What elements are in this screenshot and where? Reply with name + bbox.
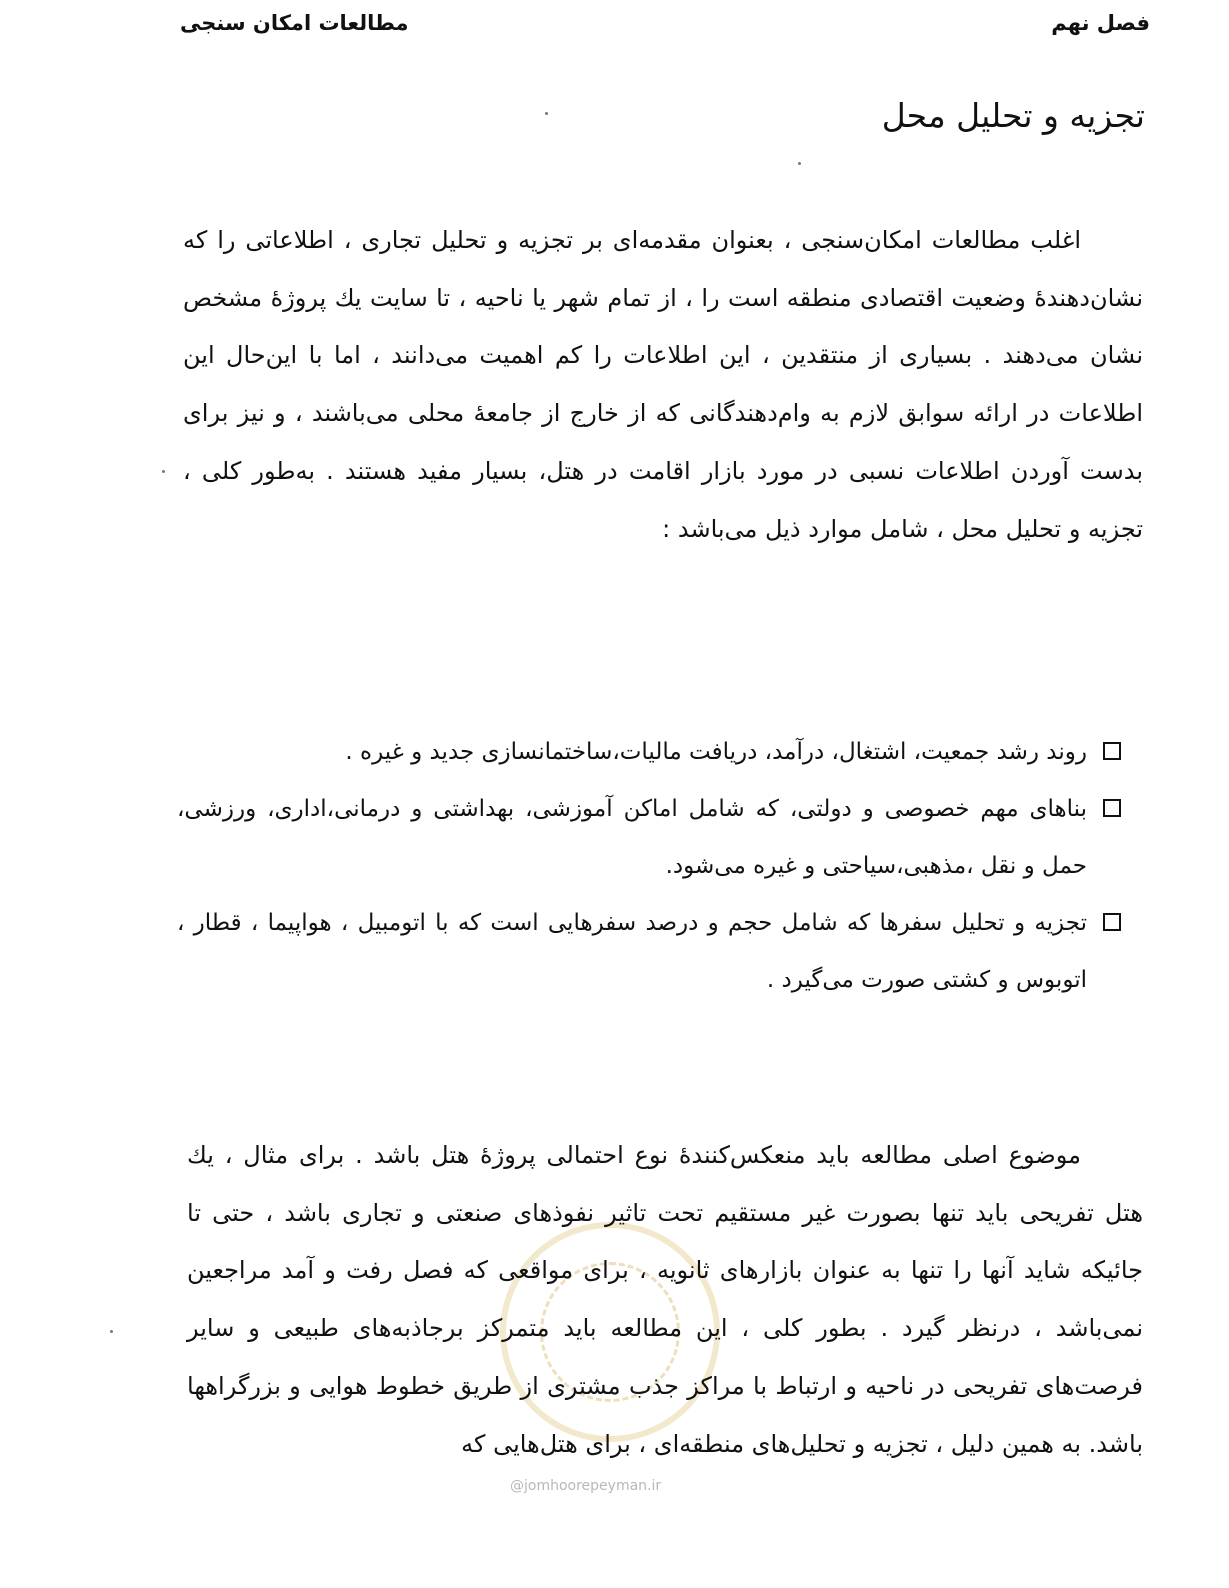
main-paragraph [187,1127,1143,1473]
checkbox-bullet-icon [1103,742,1121,760]
list-item-text: روند رشد جمعیت، اشتغال، درآمد، دریافت مالیات،ساختمانسازی جدید و غیره . [345,739,1087,765]
list-item [177,895,1137,1009]
chapter-label: فصل نهم [1051,11,1150,35]
scan-speck [798,162,801,165]
scan-speck [545,112,548,115]
main-paragraph-text: موضوع اصلی مطالعه باید منعکس‌کنندهٔ نوع احتمالی پروژهٔ هتل باشد . برای مثال ، یك هتل تفریحی باید تنها بصورت غیر مستقیم تحت تاثیر نفوذهای صنعتی و تجاری باشد ، حتی تا جائیکه شاید آنها را تنها به عنوان بازارهای ثانویه ، برای مواقعی که فصل رفت و آمد مراجعین نمی‌باشد ، درنظر گیرد . بطور کلی ، این مطالعه باید متمرکز برجاذبه‌های طبیعی و سایر فرصت‌های تفریحی در ناحیه و ارتباط با مراکز جذب مشتری از طریق خطوط هوایی و بزرگراهها باشد. به همین دلیل ، تجزیه و تحلیل‌های منطقه‌ای ، برای هتل‌هایی که [187,1141,1143,1458]
checkbox-bullet-icon [1103,913,1121,931]
intro-paragraph [183,212,1143,558]
checkbox-bullet-icon [1103,799,1121,817]
scan-speck [110,1330,113,1333]
running-head [180,8,1150,38]
book-title: مطالعات امکان سنجی [180,11,409,35]
list-item [177,724,1137,781]
section-title: تجزیه و تحلیل محل [881,96,1145,135]
intro-paragraph-text: اغلب مطالعات امکان‌سنجی ، بعنوان مقدمه‌ای بر تجزیه و تحلیل تجاری ، اطلاعاتی را که نشان‌دهندهٔ وضعیت اقتصادی منطقه است را ، از تمام شهر یا ناحیه ، تا سایت یك پروژهٔ مشخص نشان می‌دهند . بسیاری از منتقدین ، این اطلاعات را کم اهمیت می‌دانند ، اما با این‌حال این اطلاعات در ارائه سوابق لازم به وام‌دهندگانی که از خارج از جامعهٔ محلی می‌باشند ، و نیز برای بدست آوردن اطلاعات نسبی در مورد بازار اقامت در هتل، بسیار مفید هستند . به‌طور کلی ، تجزیه و تحلیل محل ، شامل موارد ذیل می‌باشد : [183,226,1143,543]
bullet-list [177,724,1137,1009]
scan-speck [162,470,165,473]
list-item [177,781,1137,895]
list-item-text: بناهای مهم خصوصی و دولتی، که شامل اماکن آموزشی، بهداشتی و درمانی،اداری، ورزشی، حمل و نقل ،مذهبی،سیاحتی و غیره می‌شود. [177,796,1087,879]
watermark-url: @jomhoorepeyman.ir [510,1478,662,1494]
list-item-text: تجزیه و تحلیل سفرها که شامل حجم و درصد سفرهایی است که با اتومبیل ، هواپیما ، قطار ، اتوبوس و کشتی صورت می‌گیرد . [177,910,1087,993]
